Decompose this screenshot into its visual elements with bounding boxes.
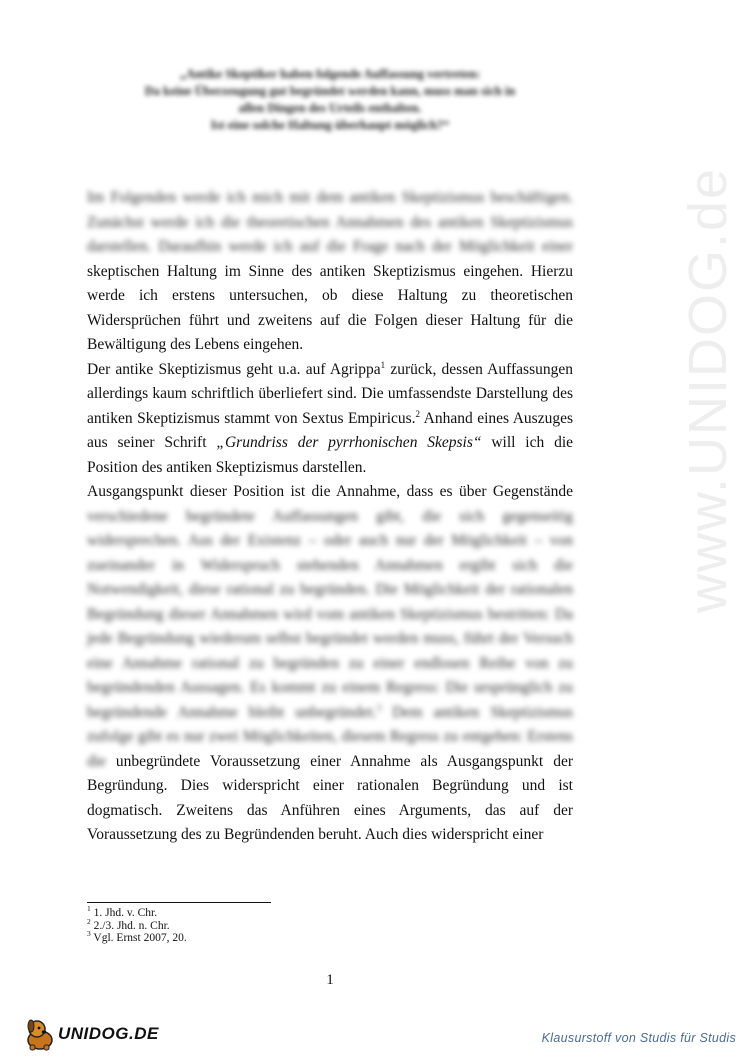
visible-text: skeptischen Haltung im Sinne des antiken Skeptizismus eingehen. Hierzu werde ich erstens untersuchen, ob diese Haltung zu theoretischen Widersprüchen führt und zweitens auf die Folgen dieser Haltung für die Bewältigung des Lebens eingehen. [87,262,573,353]
text-span: Anhand eines Auszuges aus seiner Schrift [87,409,573,451]
footnote-text: Vgl. Ernst 2007, 20. [90,932,187,944]
text-span: zurück, dessen Auffassungen allerdings kaum schriftlich überliefert sind. Die umfassendste Darstellung des antiken Skeptizismus stammt von Sextus Empiricus. [87,360,573,427]
footnote-text: 1. Jhd. v. Chr. [90,907,158,919]
paragraph-origin [87,358,573,481]
question-line: Ist eine solche Haltung überhaupt möglich?“ [210,118,450,132]
unidog-logo[interactable] [22,1016,162,1052]
work-title: „Grundriss der pyrrhonischen Skepsis“ [216,434,482,451]
footer-tagline: Klausurstoff von Studis für Studis [541,1031,736,1045]
footnote [87,904,187,920]
body-text [87,186,573,848]
visible-text: unbegründete Voraussetzung einer Annahme als Ausgangspunkt der Begründung. Dies widerspricht einer rationalen Begründung und ist dogmatisch. Zweitens das Anführen eines Arguments, das auf der Voraussetzung des zu Begründenden beruht. Auch dies widerspricht einer [87,752,573,843]
blurred-text: Im Folgenden werde ich mich mit dem antiken Skeptizismus beschäftigen. Zunächst werde ich die theoretischen Annahmen des antiken Skeptizismus darstellen. Daraufhin werde ich auf die Frage nach der Möglichkeit einer [87,189,573,255]
question-line: Da keine Überzeugung gut begründet werden kann, muss man sich in [144,84,516,98]
text-span: verschiedene begründete Auffassungen gibt, die sich gegenseitig widersprechen. Aus der Existenz – oder auch nur der Möglichkeit – von zueinander in Widerspruch stehenden Annahmen ergibt sich die Notwendigkeit, diese rational zu begründen. Die Möglichkeit der rationalen Begründung dieser Annahmen wird vom antiken Skeptizismus bestritten: Da jede Begründung wiederum selbst begründet werden muss, führt der Versuch eine Annahme rational zu begründen zu einer endlosen Reihe von zu begründenden Aussagen. Es kommt zu einem Regress: Die ursprünglich zu begründende Annahme bleibt unbegründet. [87,507,573,721]
question-line: allen Dingen des Urteils enthalten. [238,101,422,115]
page-number: 1 [326,972,334,988]
question-line: „Antike Skeptiker haben folgende Auffassung vertreten: [179,67,481,81]
text-span: Der antike Skeptizismus geht u.a. auf Agrippa [87,360,381,378]
footnote-number: 3 [87,929,91,939]
footnote-ref[interactable]: 3 [376,702,382,713]
footnote [87,916,187,933]
footnote-number: 2 [87,916,91,926]
visible-text: Ausgangspunkt dieser Position ist die Annahme, dass es über Gegenstände [87,483,573,500]
blurred-text [87,508,573,770]
dog-mascot-icon [22,1016,62,1052]
logo-text: UNIDOG.DE [58,1024,159,1043]
footnote-text: 2./3. Jhd. n. Chr. [90,919,170,932]
paragraph-intro [87,186,573,358]
footnote-ref[interactable]: 1 [380,359,386,370]
paragraph-position [87,480,573,848]
footnotes [87,904,187,945]
essay-question [90,66,570,134]
footnote-number: 1 [87,904,91,914]
footnote-ref[interactable]: 2 [415,408,421,419]
footnote-divider [87,902,271,903]
watermark: www.UNIDOG.de [678,166,738,614]
text-span: will ich die Position des antiken Skeptizismus darstellen. [87,434,574,476]
text-span: Dem antiken Skeptizismus zufolge gibt es nur zwei Möglichkeiten, diesem Regress zu entgehen: Erstens die [87,703,573,770]
footnote [87,929,187,945]
